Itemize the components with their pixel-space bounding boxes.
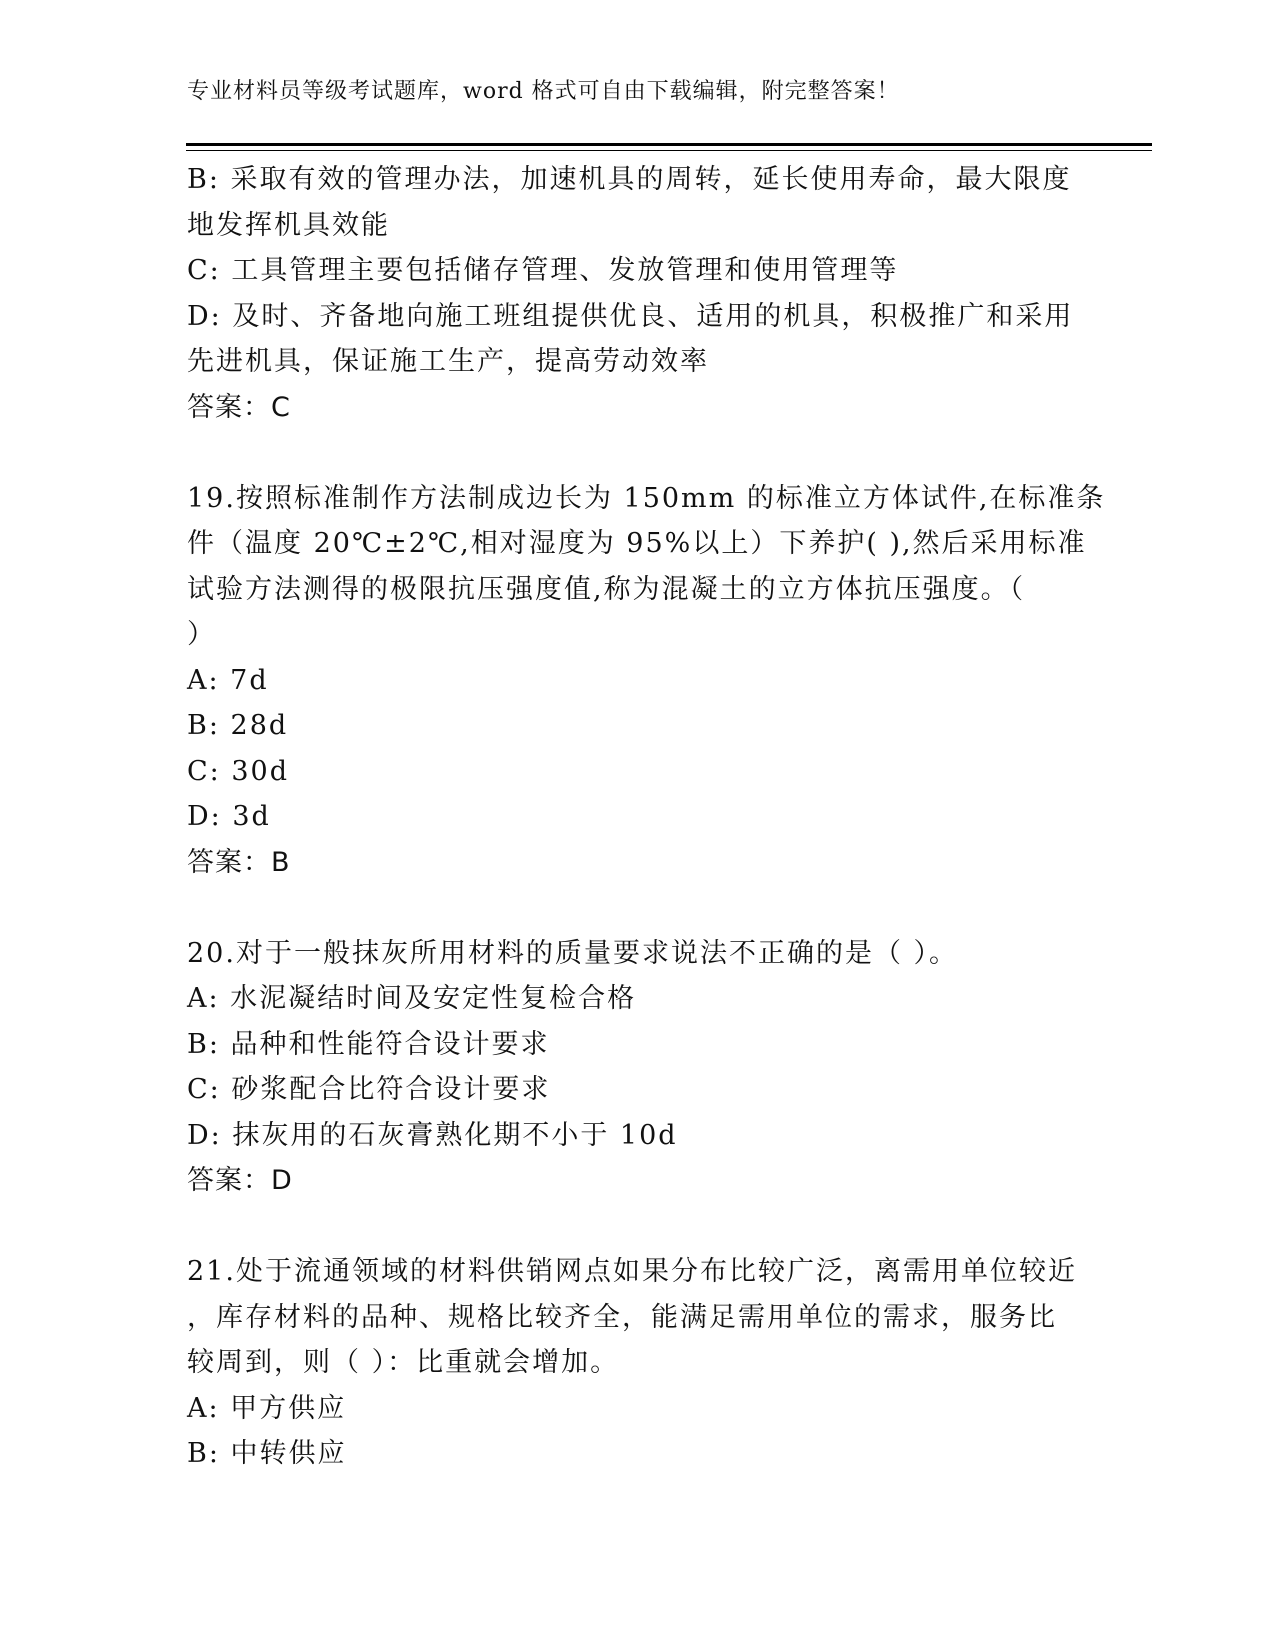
option-b-line-2: 地发挥机具效能 [187, 209, 390, 241]
question-stem-line: 20.对于一般抹灰所用材料的质量要求说法不正确的是（ ）。 [187, 937, 959, 969]
question-stem-line: 19.按照标准制作方法制成边长为 150mm 的标准立方体试件,在标准条 [187, 482, 1106, 514]
answer-label: 答案：C [187, 391, 291, 423]
option-d: D: 抹灰用的石灰膏熟化期不小于 10d [187, 1119, 678, 1151]
option-c: C: 工具管理主要包括储存管理、发放管理和使用管理等 [187, 255, 899, 286]
option-a: A: 水泥凝结时间及安定性复检合格 [187, 983, 637, 1014]
question-20-block [187, 931, 1087, 1204]
spacer [187, 430, 1087, 476]
page-header: 专业材料员等级考试题库，word 格式可自由下载编辑，附完整答案！ [187, 79, 900, 104]
question-stem-line: 件（温度 20℃±2℃,相对湿度为 95%以上）下养护( ),然后采用标准 [187, 528, 1087, 559]
spacer [187, 1204, 1087, 1250]
option-d-line-1: D: 及时、齐备地向施工班组提供优良、适用的机具，积极推广和采用 [187, 300, 1074, 332]
header-rule-thin [186, 150, 1152, 151]
option-a: A: 甲方供应 [187, 1392, 347, 1424]
option-b-line-1: B: 采取有效的管理办法，加速机具的周转，延长使用寿命，最大限度 [187, 164, 1072, 195]
option-b: B: 28d [187, 710, 289, 741]
question-stem-line: 试验方法测得的极限抗压强度值,称为混凝土的立方体抗压强度。（ [187, 573, 1026, 605]
question-19-block [187, 476, 1106, 886]
option-c: C: 砂浆配合比符合设计要求 [187, 1074, 551, 1105]
previous-question-block [187, 157, 1087, 430]
option-b: B: 中转供应 [187, 1438, 347, 1469]
option-a: A: 7d [187, 664, 269, 696]
header-rule-thick [186, 143, 1152, 146]
option-c: C: 30d [187, 755, 289, 787]
spacer [187, 885, 1087, 931]
question-stem-line: ，库存材料的品种、规格比较齐全，能满足需用单位的需求，服务比 [187, 1301, 1057, 1333]
document-body [187, 157, 1106, 1477]
question-stem-line: ） [187, 619, 216, 650]
answer-label: 答案：B [187, 846, 291, 878]
question-stem-line: 较周到，则（ ）：比重就会增加。 [187, 1347, 620, 1378]
question-stem-line: 21.处于流通领域的材料供销网点如果分布比较广泛，离需用单位较近 [187, 1256, 1077, 1287]
option-d: D: 3d [187, 801, 271, 832]
option-b: B: 品种和性能符合设计要求 [187, 1028, 550, 1060]
question-21-block [187, 1249, 1087, 1477]
answer-label: 答案：D [187, 1165, 293, 1196]
option-d-line-2: 先进机具，保证施工生产，提高劳动效率 [187, 346, 709, 377]
